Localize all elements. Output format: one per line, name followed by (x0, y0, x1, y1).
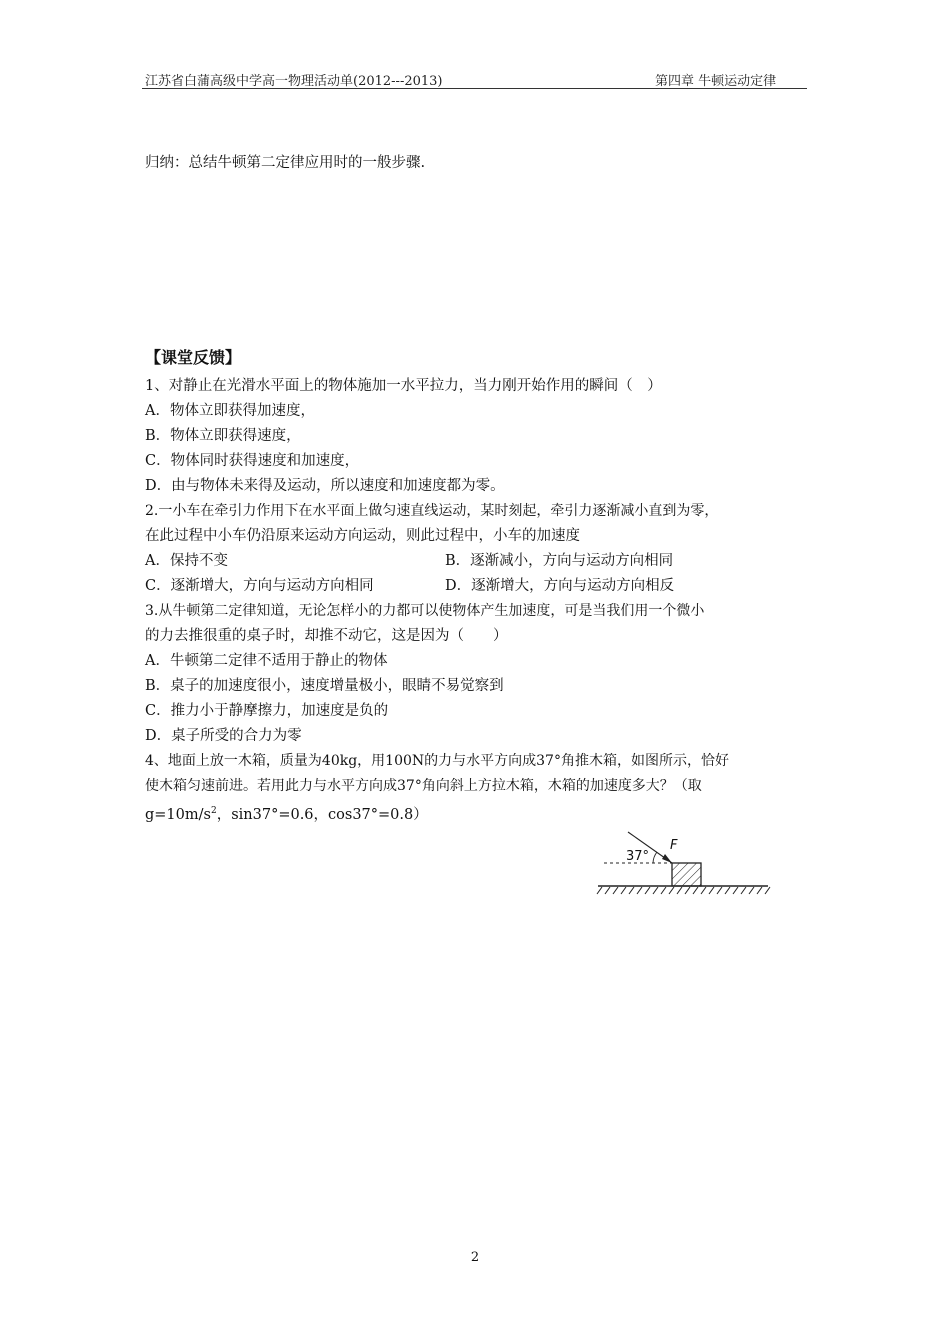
q3-option-a: A．牛顿第二定律不适用于静止的物体 (145, 653, 388, 669)
force-arrowhead (662, 854, 672, 863)
q3-option-b: B．桌子的加速度很小，速度增量极小，眼睛不易觉察到 (145, 678, 504, 694)
header-right: 第四章 牛顿运动定律 (655, 74, 777, 89)
q1-option-b: B．物体立即获得速度， (145, 428, 301, 444)
q2-option-a: A．保持不变 (145, 553, 228, 569)
q1-option-c: C．物体同时获得速度和加速度， (145, 453, 360, 469)
q4-line-3-post: ，sin37°=0.6，cos37°=0.8） (216, 806, 428, 823)
q4-line-1: 4、地面上放一木箱，质量为40kg，用100N的力与水平方向成37°角推木箱，如图所示，恰好 (145, 753, 729, 769)
q4-line-2: 使木箱匀速前进。若用此力与水平方向成37°角向斜上方拉木箱，木箱的加速度多大？（取 (145, 778, 702, 794)
q1-option-a: A．物体立即获得加速度， (145, 403, 315, 419)
ground-hatching (597, 886, 770, 894)
angle-arc (653, 852, 657, 863)
header-left: 江苏省白蒲高级中学高一物理活动单(2012---2013) (145, 74, 443, 89)
q2-option-b: B．逐渐减小，方向与运动方向相同 (445, 553, 674, 569)
q2-option-c: C．逐渐增大，方向与运动方向相同 (145, 578, 374, 594)
page-number: 2 (470, 1250, 480, 1265)
q4-superscript: 2 (210, 806, 217, 816)
q4-line-3-pre: g=10m/s (145, 806, 211, 823)
q1-option-d: D．由与物体未来得及运动，所以速度和加速度都为零。 (145, 478, 505, 494)
summary-text: 归纳：总结牛顿第二定律应用时的一般步骤. (145, 155, 426, 171)
q3-stem-2: 的力去推很重的桌子时，却推不动它，这是因为（ ） (145, 628, 508, 644)
q2-stem-2: 在此过程中小车仍沿原来运动方向运动，则此过程中，小车的加速度 (145, 528, 580, 544)
section-title: 【课堂反馈】 (145, 348, 242, 367)
box-force-figure (590, 825, 780, 900)
q3-option-c: C．推力小于静摩擦力，加速度是负的 (145, 703, 389, 719)
q4-line-3 (145, 801, 428, 825)
q2-option-d: D．逐渐增大，方向与运动方向相反 (445, 578, 675, 594)
force-label: F (670, 838, 678, 853)
q2-stem-1: 2.一小车在牵引力作用下在水平面上做匀速直线运动，某时刻起，牵引力逐渐减小直到为零， (145, 503, 719, 519)
q3-stem-1: 3.从牛顿第二定律知道，无论怎样小的力都可以使物体产生加速度，可是当我们用一个微小 (145, 603, 705, 619)
q3-option-d: D．桌子所受的合力为零 (145, 728, 302, 744)
q1-stem: 1、对静止在光滑水平面上的物体施加一水平拉力，当力刚开始作用的瞬间（ ） (145, 378, 662, 394)
wooden-box (672, 863, 701, 886)
angle-label: 37° (626, 849, 650, 864)
header-rule (142, 88, 807, 89)
